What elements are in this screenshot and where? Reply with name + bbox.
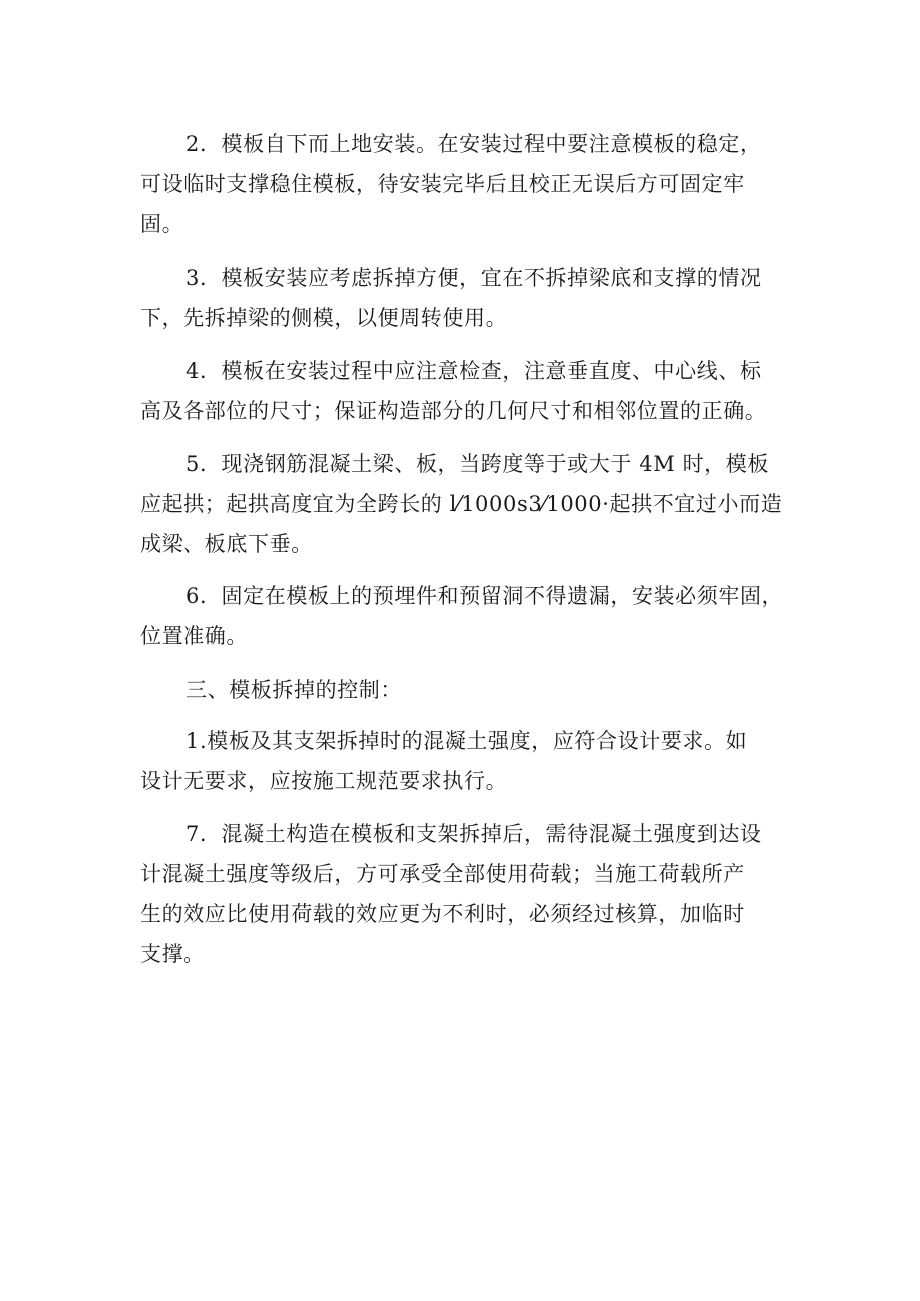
text-line: 支撑。: [140, 942, 205, 966]
text-line: 位置准确。: [140, 624, 248, 648]
text-line: 设计无要求，应按施工规范要求执行。: [140, 769, 508, 793]
text-line: 可设临时支撑稳住模板，待安装完毕后且校正无误后方可固定牢: [140, 172, 745, 196]
paragraph-dismantle-strength: [140, 721, 800, 801]
text-line: 3．模板安装应考虑拆掉方便，宜在不拆掉梁底和支撑的情况: [186, 266, 762, 290]
text-line: 4．模板在安装过程中应注意检查，注意垂直度、中心线、标: [186, 359, 762, 383]
text-line: 1.模板及其支架拆掉时的混凝土强度，应符合设计要求。如: [186, 729, 748, 753]
paragraph-load-bearing: [140, 814, 800, 974]
text-line: 6．固定在模板上的预埋件和预留洞不得遗漏，安装必须牢固，: [186, 584, 784, 608]
text-line: 应起拱；起拱高度宜为全跨长的 l⁄1000s3⁄1000·起拱不宜过小而造: [140, 492, 783, 516]
text-line: 下，先拆掉梁的侧模，以便周转使用。: [140, 306, 508, 330]
text-line: 2．模板自下而上地安装。在安装过程中要注意模板的稳定，: [186, 132, 762, 156]
text-line: 高及各部位的尺寸；保证构造部分的几何尺寸和相邻位置的正确。: [140, 399, 767, 423]
paragraph-install-order: [140, 124, 800, 244]
paragraph-embedded-parts: [140, 576, 800, 656]
text-line: 生的效应比使用荷载的效应更为不利时，必须经过核算，加临时: [140, 902, 745, 926]
paragraph-camber: [140, 444, 800, 564]
text-line: 5．现浇钢筋混凝土梁、板，当跨度等于或大于 4M 时，模板: [186, 452, 769, 476]
paragraph-inspection: [140, 351, 800, 431]
paragraph-dismantle-convenience: [140, 258, 800, 338]
section-heading-dismantle-control: [140, 670, 800, 710]
text-line: 计混凝土强度等级后，方可承受全部使用荷载；当施工荷载所产: [140, 862, 745, 886]
text-line: 7．混凝土构造在模板和支架拆掉后，需待混凝土强度到达设: [186, 822, 762, 846]
heading-line: 三、模板拆掉的控制：: [186, 678, 402, 702]
text-line: 成梁、板底下垂。: [140, 532, 313, 556]
text-line: 固。: [140, 212, 184, 236]
